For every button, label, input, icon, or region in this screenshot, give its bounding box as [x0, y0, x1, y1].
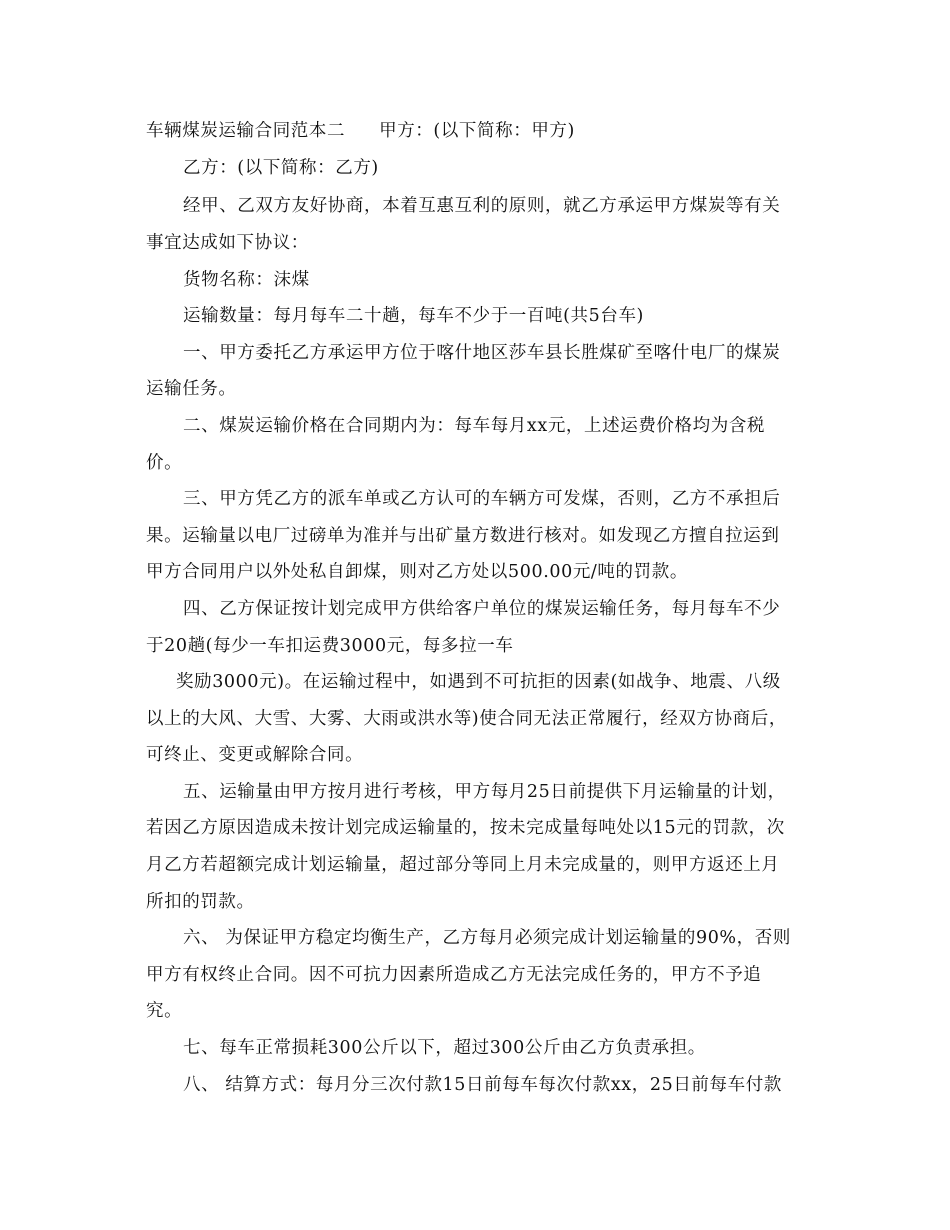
clause-3-cont: 果。运输量以电厂过磅单为准并与出矿量方数进行核对。如发现乙方擅自拉运到 [146, 526, 780, 546]
clause-5-cont: 若因乙方原因造成未按计划完成运输量的，按未完成量每吨处以15元的罚款，次 [146, 818, 785, 838]
clause-4-cont: 于20趟(每少一车扣运费3000元，每多拉一车 [146, 636, 514, 656]
clause-2-cont: 价。 [146, 453, 183, 473]
clause-5-cont: 所扣的罚款。 [146, 892, 255, 912]
clause-8: 八、 结算方式：每月分三次付款15日前每车每次付款xx，25日前每车付款 [183, 1075, 782, 1095]
clause-2: 二、煤炭运输价格在合同期内为：每车每月xx元，上述运费价格均为含税 [183, 416, 766, 436]
clause-4-cont: 可终止、变更或解除合同。 [146, 745, 364, 765]
document-title: 车辆煤炭运输合同范本二 [146, 121, 346, 141]
clause-7: 七、每车正常损耗300公斤以下，超过300公斤由乙方负责承担。 [183, 1038, 706, 1058]
body-line: 事宜达成如下协议： [146, 233, 309, 253]
clause-4: 四、乙方保证按计划完成甲方供给客户单位的煤炭运输任务，每月每车不少 [183, 599, 781, 619]
clause-5: 五、运输量由甲方按月进行考核，甲方每月25日前提供下月运输量的计划， [183, 782, 786, 802]
clause-6-cont: 甲方有权终止合同。因不可抗力因素所造成乙方无法完成任务的，甲方不予追 [146, 965, 762, 985]
title-line [146, 121, 575, 141]
party-b-line: 乙方：(以下简称：乙方) [183, 158, 379, 178]
clause-6-cont: 究。 [146, 1001, 183, 1021]
body-line: 经甲、乙双方友好协商，本着互惠互利的原则，就乙方承运甲方煤炭等有关 [183, 196, 781, 216]
clause-4-cont: 以上的大风、大雪、大雾、大雨或洪水等)使合同无法正常履行，经双方协商后， [146, 709, 787, 729]
party-a-line: 甲方：(以下简称：甲方) [379, 121, 575, 141]
clause-5-cont: 月乙方若超额完成计划运输量，超过部分等同上月未完成量的，则甲方返还上月 [146, 855, 780, 875]
quantity-line: 运输数量：每月每车二十趟，每车不少于一百吨(共5台车) [183, 306, 644, 326]
clause-4-cont: 奖励3000元)。在运输过程中，如遇到不可抗拒的因素(如战争、地震、八级 [176, 672, 781, 692]
clause-3: 三、甲方凭乙方的派车单或乙方认可的车辆方可发煤，否则，乙方不承担后 [183, 489, 781, 509]
clause-1: 一、甲方委托乙方承运甲方位于喀什地区莎车县长胜煤矿至喀什电厂的煤炭 [183, 343, 781, 363]
clause-6: 六、 为保证甲方稳定均衡生产，乙方每月必须完成计划运输量的90%，否则 [183, 928, 791, 948]
clause-3-cont: 甲方合同用户以外处私自卸煤，则对乙方处以500.00元/吨的罚款。 [146, 562, 688, 582]
clause-1-cont: 运输任务。 [146, 379, 237, 399]
goods-name-line: 货物名称：沫煤 [183, 270, 310, 290]
